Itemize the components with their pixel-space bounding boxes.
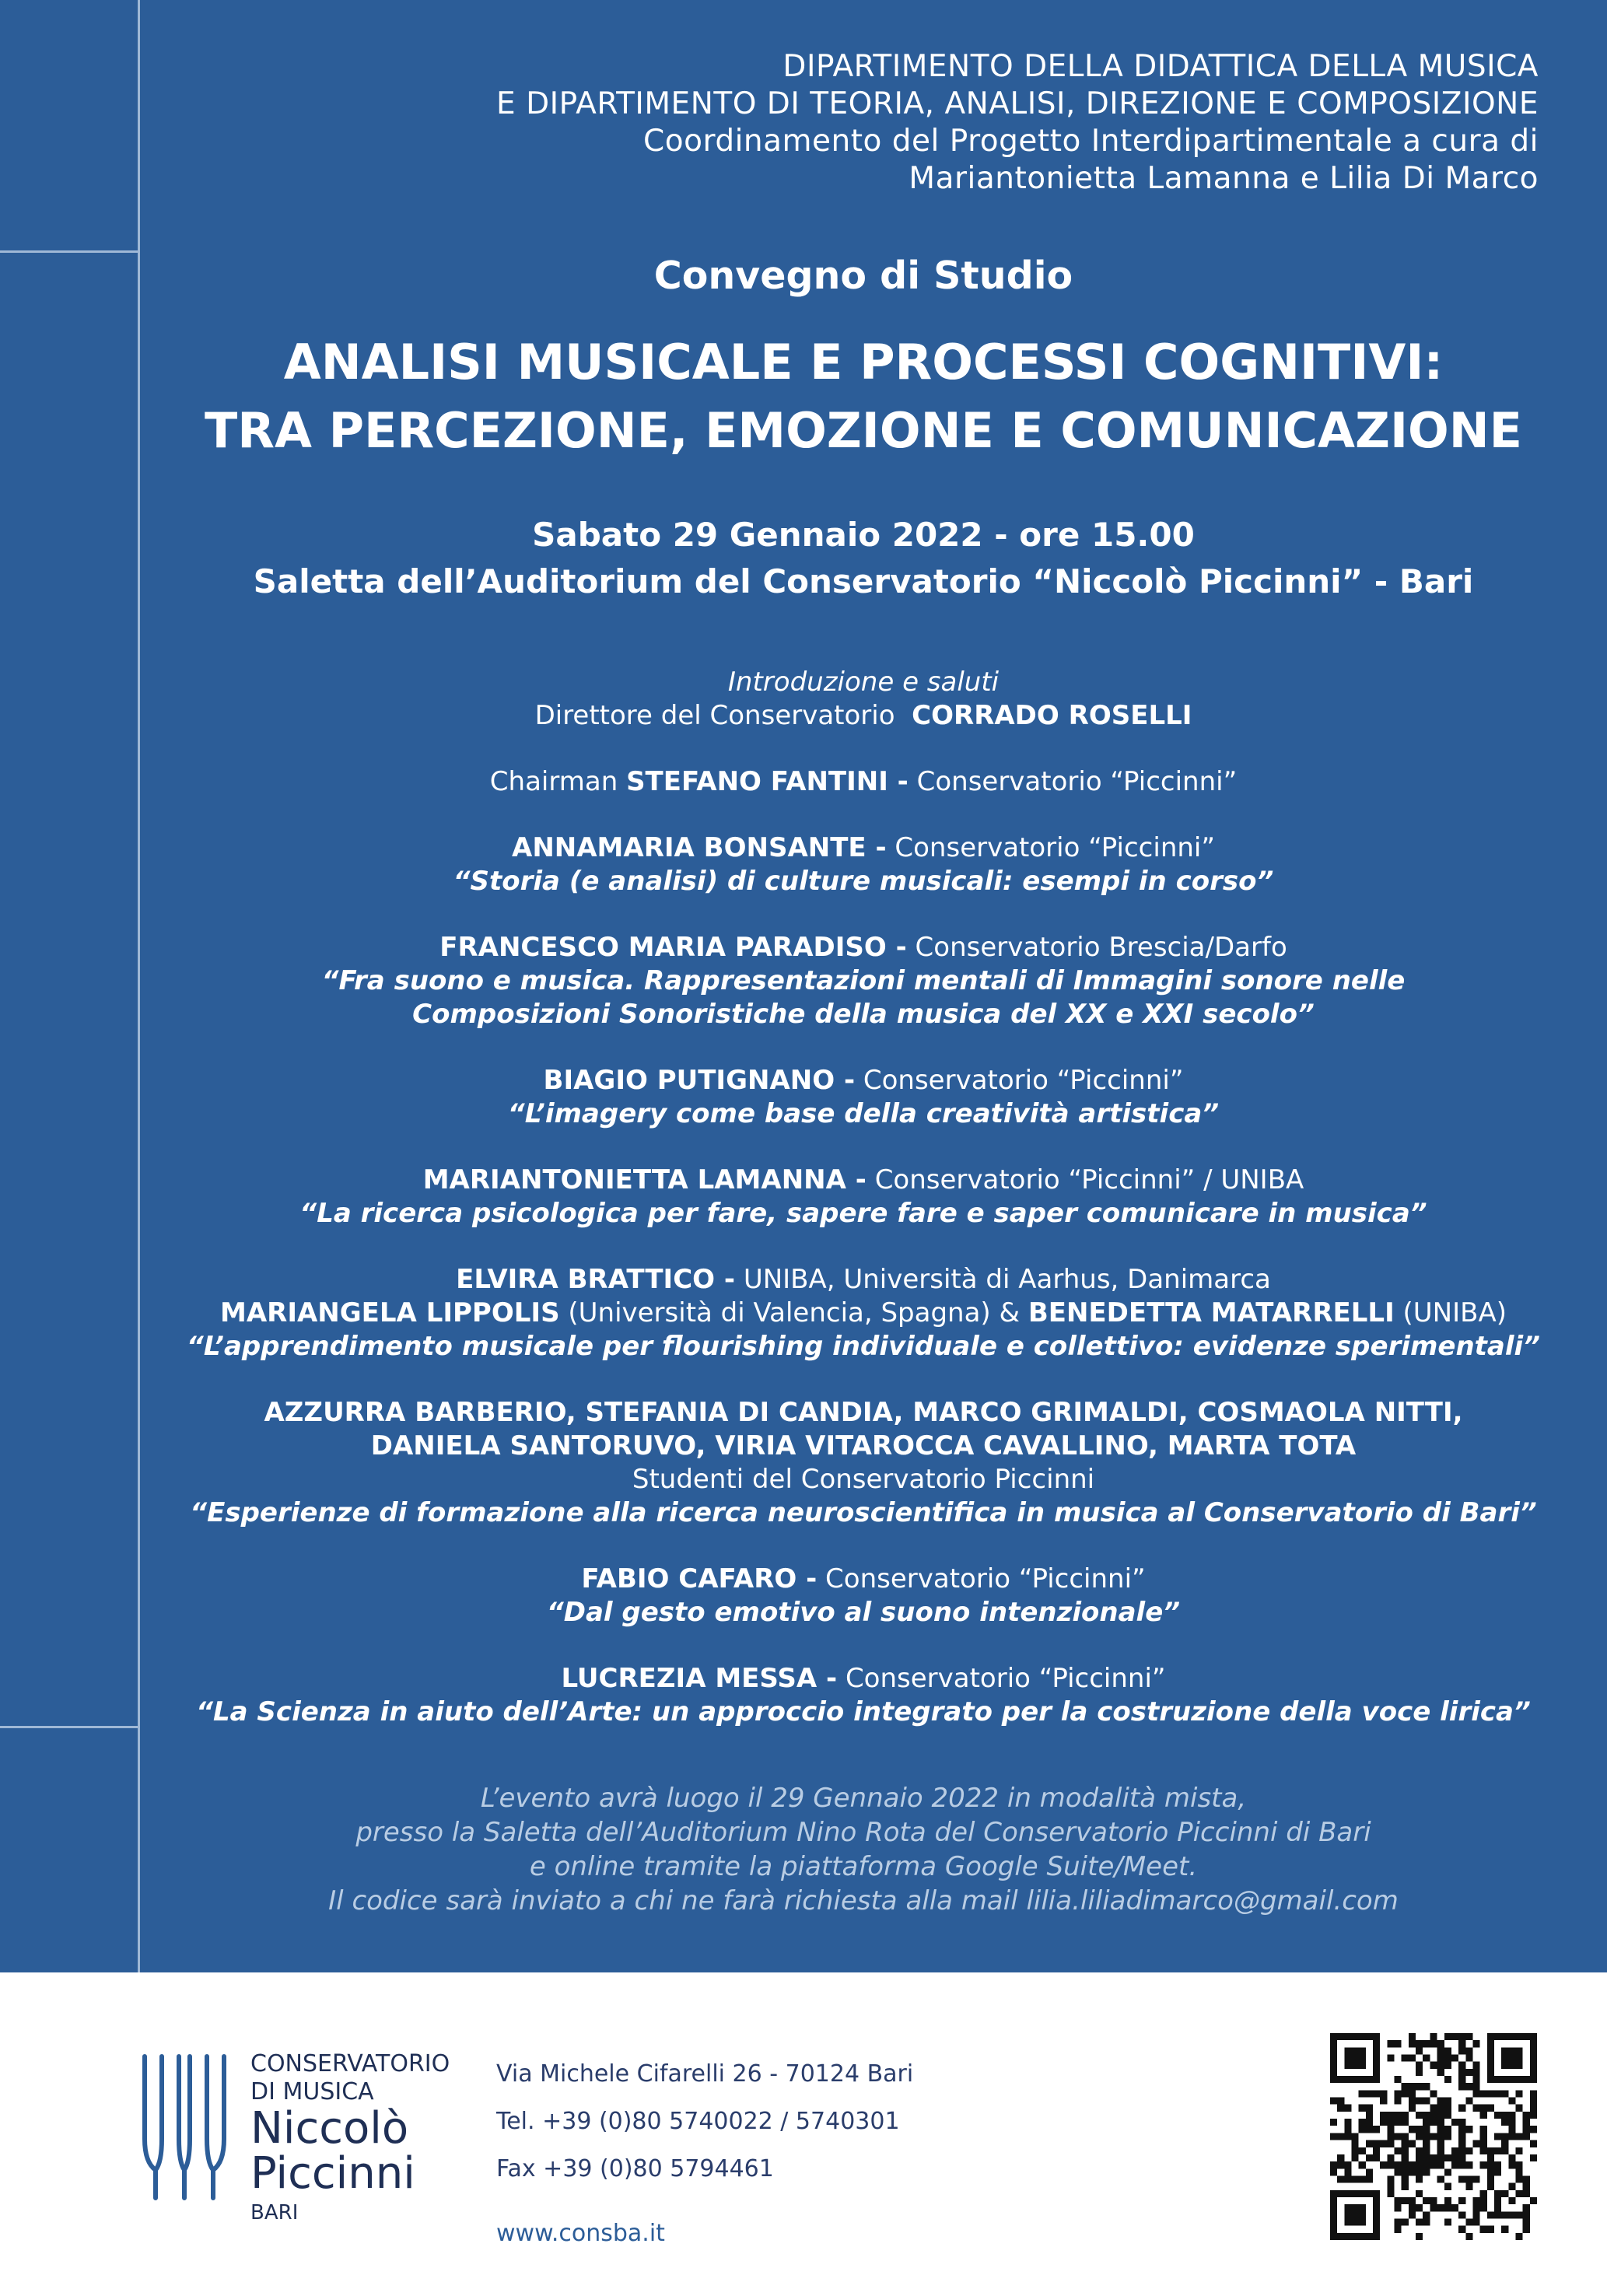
talk-title: “La ricerca psicologica per fare, sapere fare e saper comunicare in musica” (299, 1198, 1427, 1229)
speaker-name: LUCREZIA MESSA - (561, 1663, 838, 1694)
event-kind: Convegno di Studio (653, 254, 1073, 298)
talk-title: “L’apprendimento musicale per flourishing individuale e collettivo: evidenze sperimentali” (186, 1331, 1541, 1362)
logo-line: BARI (250, 2201, 299, 2224)
speaker-affiliation: (UNIBA) (1402, 1297, 1507, 1328)
chair (140, 765, 1587, 799)
speaker-affiliation: Conservatorio “Piccinni” (825, 1563, 1146, 1594)
student-names: AZZURRA BARBERIO, STEFANIA DI CANDIA, MARCO GRIMALDI, COSMAOLA NITTI, (264, 1397, 1463, 1428)
note-line: L’evento avrà luogo il 29 Gennaio 2022 in modalità mista, (480, 1783, 1247, 1814)
talk-title: “Dal gesto emotivo al suono intenzionale” (546, 1597, 1181, 1628)
talk (140, 931, 1587, 1031)
intro (140, 666, 1587, 733)
program (140, 666, 1587, 1762)
event-date: Sabato 29 Gennaio 2022 - ore 15.00 (532, 516, 1195, 554)
logo-line: Piccinni (250, 2148, 415, 2199)
speaker-affiliation: Conservatorio “Piccinni” (895, 832, 1215, 863)
chair-affiliation: Conservatorio “Piccinni” (916, 766, 1238, 797)
header-line: E DIPARTIMENTO DI TEORIA, ANALISI, DIREZIONE E COMPOSIZIONE (496, 86, 1539, 121)
student-names: DANIELA SANTORUVO, VIRIA VITAROCCA CAVALLINO, MARTA TOTA (370, 1430, 1357, 1461)
event-venue: Saletta dell’Auditorium del Conservatorio “Niccolò Piccinni” - Bari (253, 562, 1474, 600)
speaker-name: ELVIRA BRATTICO - (456, 1264, 736, 1295)
conservatory-logo-text (250, 2050, 450, 2226)
talk-title: “Esperienze di formazione alla ricerca neuroscientifica in musica al Conservatorio di Bari” (190, 1497, 1537, 1528)
talk-title: Composizioni Sonoristiche della musica del XX e XXI secolo” (412, 999, 1315, 1030)
speaker-affiliation: (Università di Valencia, Spagna) & (568, 1297, 1021, 1328)
footer (0, 1972, 1607, 2296)
speaker-name: BIAGIO PUTIGNANO - (543, 1065, 856, 1096)
horizontal-rule (0, 1726, 138, 1728)
contacts (496, 2050, 913, 2257)
speaker-affiliation: Conservatorio “Piccinni” / UNIBA (874, 1164, 1304, 1195)
intro-label: Introduzione e saluti (727, 667, 1000, 698)
talk (140, 831, 1587, 898)
speaker-name: MARIANGELA LIPPOLIS (220, 1297, 560, 1328)
phone: Tel. +39 (0)80 5740022 / 5740301 (496, 2108, 900, 2135)
header-line: Mariantonietta Lamanna e Lilia Di Marco (909, 161, 1539, 196)
speaker-name: ANNAMARIA BONSANTE - (512, 832, 887, 863)
qr-code-icon[interactable] (1330, 2033, 1537, 2240)
note-line: Il codice sarà inviato a chi ne farà richiesta alla mail lilia.liliadimarco@gmail.com (328, 1885, 1399, 1916)
speaker-affiliation: Conservatorio “Piccinni” (863, 1065, 1184, 1096)
note-line: presso la Saletta dell’Auditorium Nino Rota del Conservatorio Piccinni di Bari (355, 1817, 1371, 1848)
fax: Fax +39 (0)80 5794461 (496, 2155, 774, 2182)
department-header (138, 48, 1539, 198)
logo-line: Niccolò (250, 2103, 409, 2154)
speaker-affiliation: Studenti del Conservatorio Piccinni (632, 1464, 1095, 1495)
talk-title: “Fra suono e musica. Rappresentazioni mentali di Immagini sonore nelle (321, 965, 1406, 996)
header-line: Coordinamento del Progetto Interdipartimentale a cura di (643, 124, 1539, 159)
talk (140, 1396, 1587, 1530)
title-line: ANALISI MUSICALE E PROCESSI COGNITIVI: (283, 334, 1444, 390)
conservatory-logo-icon (138, 2053, 230, 2201)
address: Via Michele Cifarelli 26 - 70124 Bari (496, 2060, 914, 2088)
director-name: CORRADO ROSELLI (912, 700, 1192, 731)
horizontal-rule (0, 250, 138, 253)
speaker-affiliation: Conservatorio Brescia/Darfo (915, 932, 1287, 963)
talk-title: “L’imagery come base della creatività artistica” (507, 1098, 1220, 1129)
speaker-affiliation: UNIBA, Università di Aarhus, Danimarca (743, 1264, 1271, 1295)
speaker-name: FABIO CAFARO - (581, 1563, 818, 1594)
logo-line: CONSERVATORIO (250, 2050, 450, 2077)
speaker-name: BENEDETTA MATARRELLI (1028, 1297, 1395, 1328)
talk-title: “Storia (e analisi) di culture musicali: esempi in corso” (453, 866, 1274, 897)
talk (140, 1563, 1587, 1629)
director-role: Direttore del Conservatorio (534, 700, 895, 731)
talk (140, 1064, 1587, 1131)
talk (140, 1164, 1587, 1230)
speaker-affiliation: Conservatorio “Piccinni” (845, 1663, 1166, 1694)
event-title (140, 328, 1587, 465)
logo-line: DI MUSICA (250, 2078, 374, 2105)
chair-role: Chairman (489, 766, 618, 797)
note-line: e online tramite la piattaforma Google Suite/Meet. (529, 1851, 1198, 1882)
talk-title: “La Scienza in aiuto dell’Arte: un approccio integrato per la costruzione della voce lirica” (196, 1696, 1531, 1727)
talk (140, 1662, 1587, 1729)
event-date-venue (140, 512, 1587, 605)
talk (140, 1263, 1587, 1363)
header-line: DIPARTIMENTO DELLA DIDATTICA DELLA MUSICA (782, 49, 1539, 84)
speaker-name: FRANCESCO MARIA PARADISO - (439, 932, 907, 963)
speaker-name: MARIANTONIETTA LAMANNA - (422, 1164, 867, 1195)
title-line: TRA PERCEZIONE, EMOZIONE E COMUNICAZIONE (204, 402, 1522, 459)
event-note (140, 1781, 1587, 1918)
chair-name: STEFANO FANTINI - (626, 766, 909, 797)
website-link[interactable]: www.consba.it (496, 2220, 665, 2247)
director-line (140, 699, 1587, 733)
